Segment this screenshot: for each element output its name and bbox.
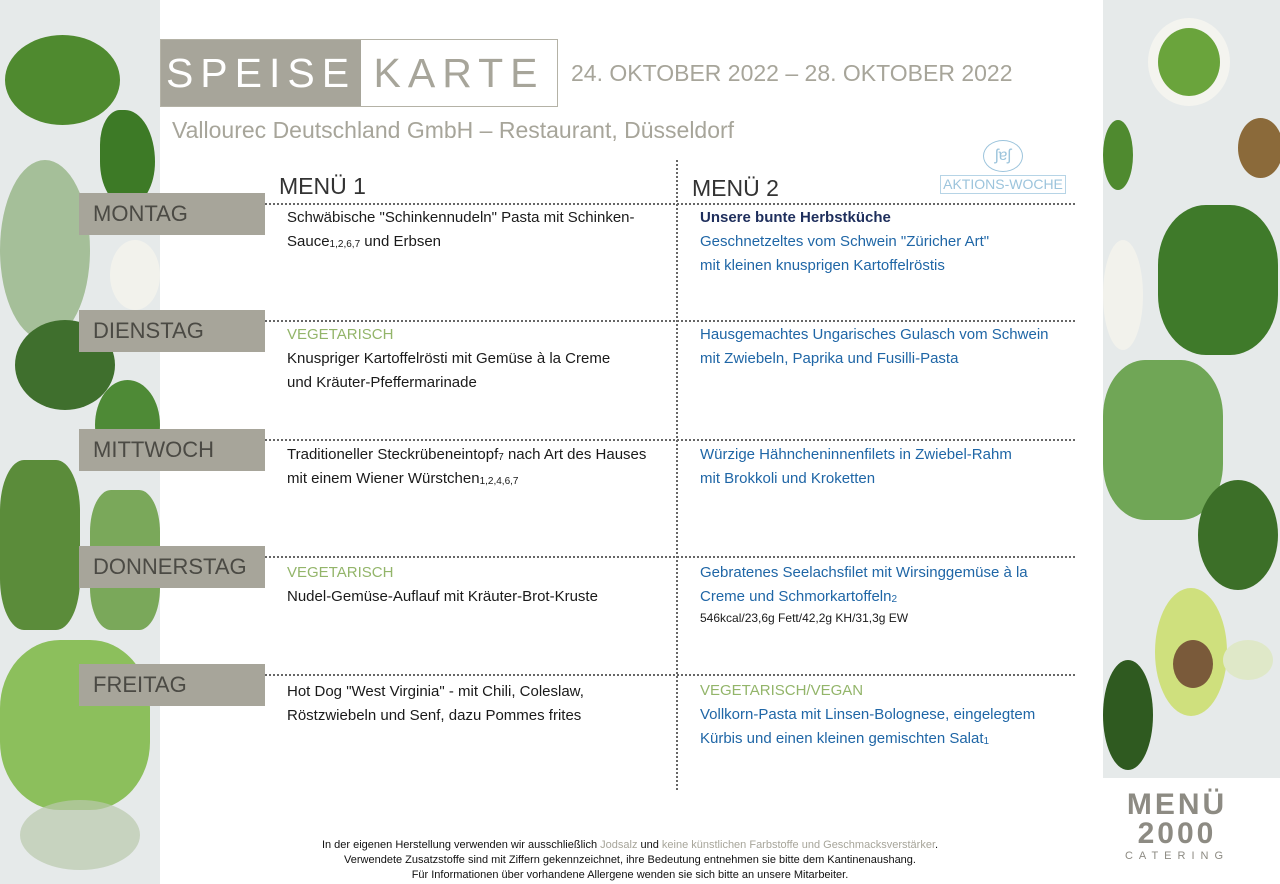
wednesday-menu1 [287,443,646,491]
dish-line: mit kleinen knusprigen Kartoffelröstis [700,257,945,274]
day-separator [240,556,1075,558]
friday-menu1 [287,680,584,728]
day-label-monday: MONTAG [79,193,265,235]
title-speise: SPEISE [161,40,361,106]
column-divider [676,160,678,790]
dish-line: Vollkorn-Pasta mit Linsen-Bolognese, eingelegtem [700,706,1036,723]
day-label-tuesday: DIENSTAG [79,310,265,352]
dish-line: Hot Dog "West Virginia" - mit Chili, Coleslaw, [287,683,584,700]
title-box [160,39,558,107]
dish-line: Hausgemachtes Ungarisches Gulasch vom Schwein [700,326,1049,343]
menu2000-logo: MENÜ 2000 CATERING [1124,788,1230,862]
monday-menu1 [287,206,635,254]
special-heading: Unsere bunte Herbstküche [700,209,891,226]
vegetable-photo-right [1103,0,1280,778]
dish-line: Röstzwiebeln und Senf, dazu Pommes frites [287,707,582,724]
aktion-label: AKTIONS-WOCHE [940,175,1066,194]
dish-line: Geschnetzeltes vom Schwein "Züricher Art" [700,233,990,250]
dish-line: Traditioneller Steckrübeneintopf$_7$ nach Art des Hauses [287,446,647,463]
menu1-heading: MENÜ 1 [279,173,366,199]
dish-line: Kürbis und einen kleinen gemischten Salat$_1$ [700,730,990,747]
dish-line: Sauce$_{1,2,6,7}$ und Erbsen [287,233,442,250]
thursday-menu2 [700,561,1028,627]
day-separator [240,320,1075,322]
day-separator [240,439,1075,441]
tuesday-menu1 [287,323,610,395]
footer-notes [250,838,1010,883]
vegetarian-tag: VEGETARISCH [287,326,394,343]
day-label-friday: FREITAG [79,664,265,706]
vegetarian-tag: VEGETARISCH [287,564,394,581]
tuesday-menu2 [700,323,1049,371]
footer-line-3: Für Informationen über vorhandene Allergene wenden sie sich bitte an unsere Mitarbeiter. [411,869,849,881]
date-range: 24. OKTOBER 2022 – 28. OKTOBER 2022 [571,60,1013,86]
dish-line: Schwäbische "Schinkennudeln" Pasta mit Schinken- [287,209,635,226]
thursday-menu1 [287,561,598,609]
title-karte: KARTE [373,49,545,96]
monday-menu2 [700,206,989,278]
day-separator [240,674,1075,676]
day-separator [240,203,1075,205]
friday-menu2 [700,679,1035,751]
aktion-logo-icon: ʃɐʃ [983,140,1023,172]
dish-line: Creme und Schmorkartoffeln$_2$ [700,588,898,605]
dish-line: mit Zwiebeln, Paprika und Fusilli-Pasta [700,350,959,367]
footer-line-2: Verwendete Zusatzstoffe sind mit Ziffern gekennzeichnet, ihre Bedeutung entnehmen sie bitte dem Kantinenaushang. [344,854,916,866]
restaurant-subtitle: Vallourec Deutschland GmbH – Restaurant, Düsseldorf [172,117,735,143]
vegan-tag: VEGETARISCH/VEGAN [700,682,864,699]
wednesday-menu2 [700,443,1012,491]
dish-line: und Kräuter-Pfeffermarinade [287,374,477,391]
day-label-wednesday: MITTWOCH [79,429,265,471]
dish-line: Würzige Hähncheninnenfilets in Zwiebel-Rahm [700,446,1012,463]
dish-line: Nudel-Gemüse-Auflauf mit Kräuter-Brot-Kruste [287,588,598,605]
footer-line-1: In der eigenen Herstellung verwenden wir ausschließlich Jodsalz und keine künstlichen Farbstoffe und Geschmacksverstärker. [321,839,939,851]
menu2-heading: MENÜ 2 [692,175,779,201]
nutrition-info: 546kcal/23,6g Fett/42,2g KH/31,3g EW [700,611,909,625]
dish-line: mit einem Wiener Würstchen$_{1,2,4,6,7}$ [287,470,519,487]
dish-line: mit Brokkoli und Kroketten [700,470,876,487]
dish-line: Gebratenes Seelachsfilet mit Wirsinggemüse à la [700,564,1028,581]
dish-line: Knuspriger Kartoffelrösti mit Gemüse à la Creme [287,350,611,367]
aktions-woche-badge [940,140,1066,196]
day-label-thursday: DONNERSTAG [79,546,265,588]
